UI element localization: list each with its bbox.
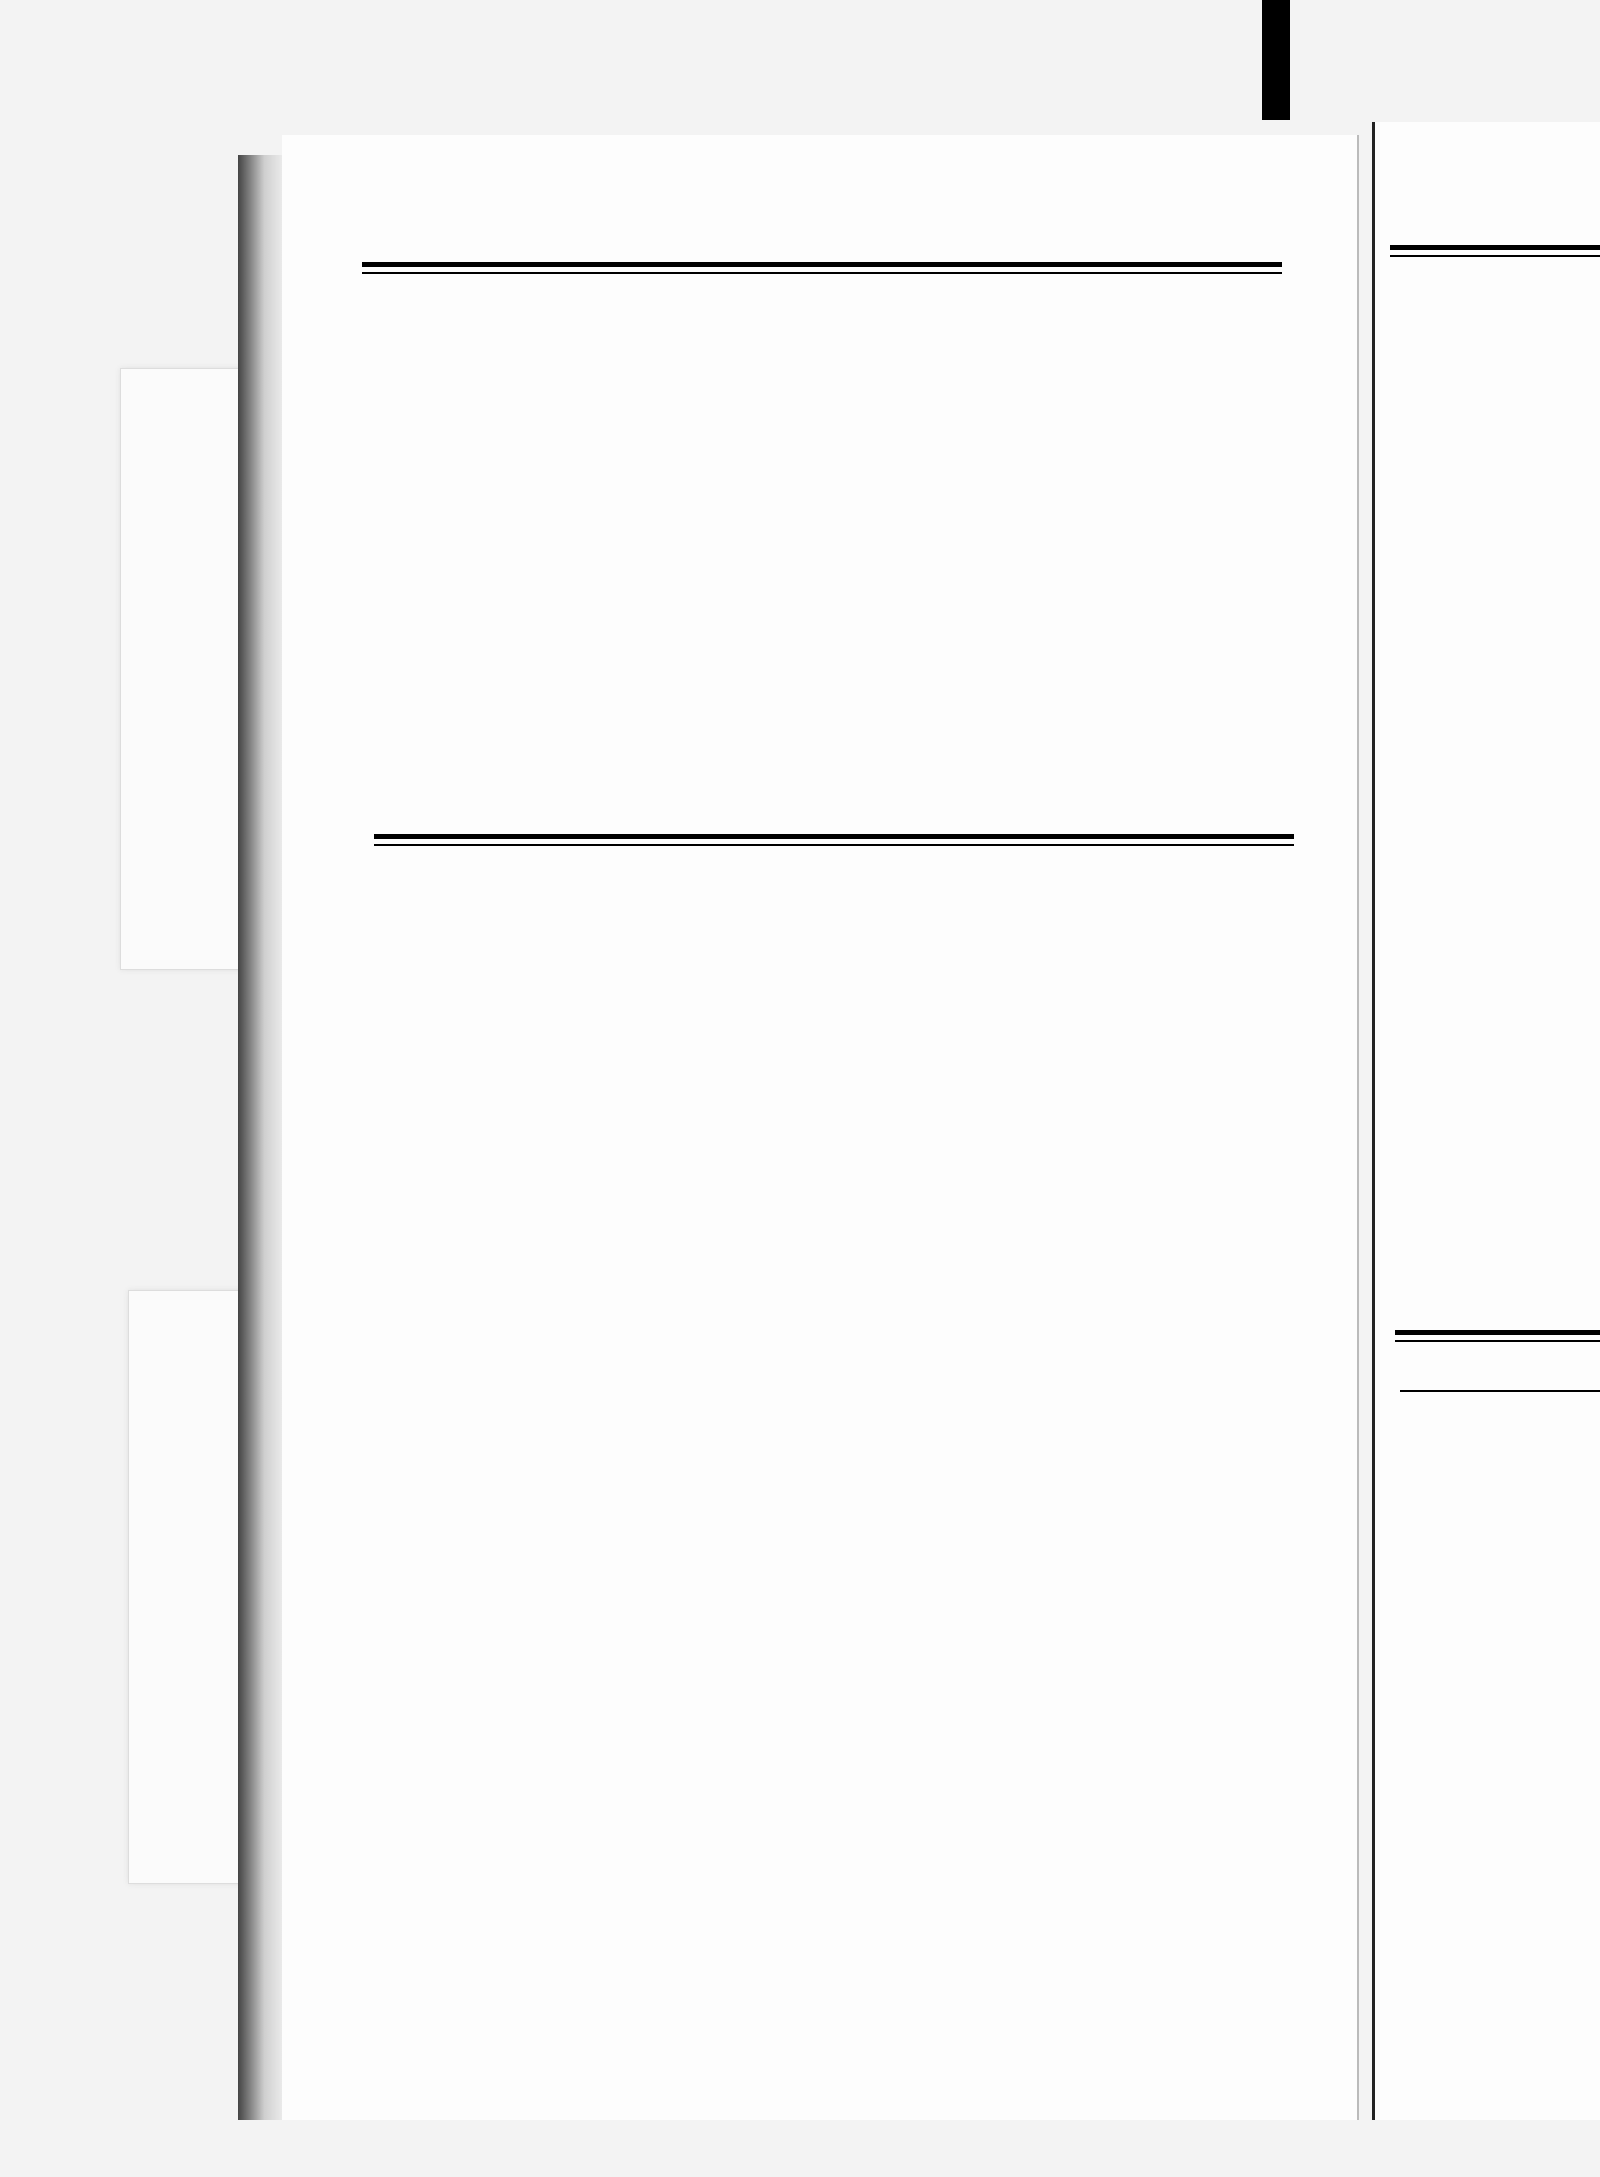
- right-mid-rule: [1395, 1330, 1600, 1335]
- binding-clip: [1262, 0, 1290, 120]
- table1-top-rule: [362, 262, 1282, 267]
- bleed-through-tab: [120, 368, 254, 970]
- right-top-rule-thin: [1390, 255, 1600, 257]
- table1-top-rule-thin: [362, 272, 1282, 274]
- right-top-rule: [1390, 245, 1600, 250]
- right-mid-rule-thin: [1395, 1340, 1600, 1342]
- table2: [372, 900, 1302, 1868]
- right-page: [1372, 122, 1600, 2120]
- table2-top-rule-thin: [374, 844, 1294, 846]
- right-bottom-table-rule: [1400, 1390, 1600, 1392]
- book-spine: [238, 155, 282, 2120]
- table1: [360, 322, 1282, 812]
- table2-top-rule: [374, 834, 1294, 839]
